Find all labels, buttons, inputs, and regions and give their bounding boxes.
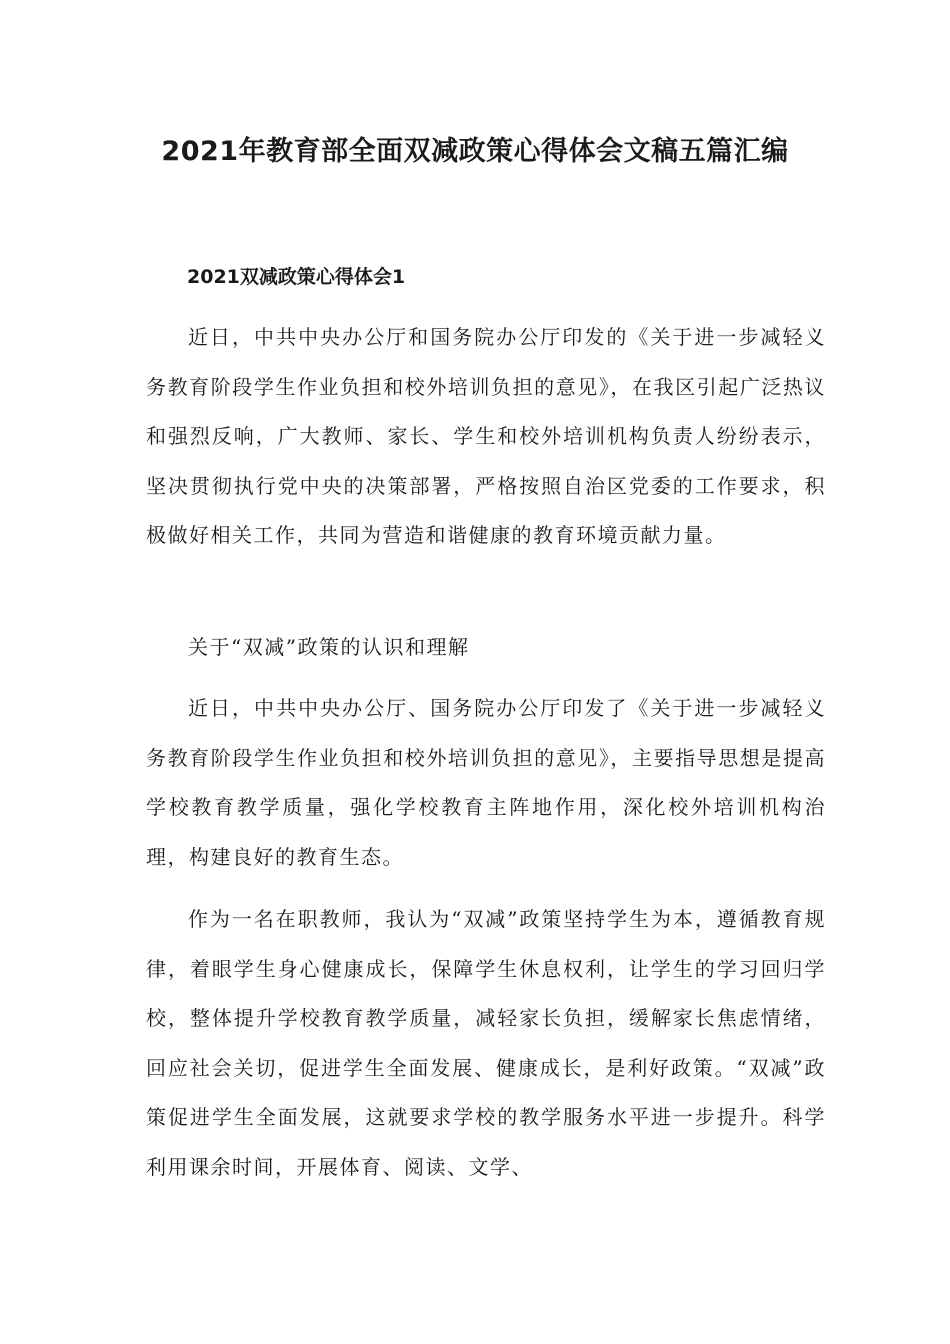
paragraph-2: 近日，中共中央办公厅、国务院办公厅印发了《关于进一步减轻义务教育阶段学生作业负担和校外培训负担的意见》，主要指导思想是提高学校教育教学质量，强化学校教育主阵地作用，深化校外培训机构治理，构建良好的教育生态。 [146, 696, 826, 869]
subheading: 关于“双减”政策的认识和理解 [188, 635, 470, 659]
section-heading: 2021双减政策心得体会1 [187, 266, 406, 288]
document-title: 2021年教育部全面双减政策心得体会文稿五篇汇编 [161, 136, 789, 167]
paragraph-1: 近日，中共中央办公厅和国务院办公厅印发的《关于进一步减轻义务教育阶段学生作业负担和校外培训负担的意见》，在我区引起广泛热议和强烈反响，广大教师、家长、学生和校外培训机构负责人纷纷表示，坚决贯彻执行党中央的决策部署，严格按照自治区党委的工作要求，积极做好相关工作，共同为营造和谐健康的教育环境贡献力量。 [146, 325, 826, 548]
paragraph-3: 作为一名在职教师，我认为“双减”政策坚持学生为本，遵循教育规律，着眼学生身心健康成长，保障学生休息权利，让学生的学习回归学校，整体提升学校教育教学质量，减轻家长负担，缓解家长焦虑情绪，回应社会关切，促进学生全面发展、健康成长，是利好政策。“双减”政策促进学生全面发展，这就要求学校的教学服务水平进一步提升。科学利用课余时间，开展体育、阅读、文学、 [146, 907, 826, 1179]
